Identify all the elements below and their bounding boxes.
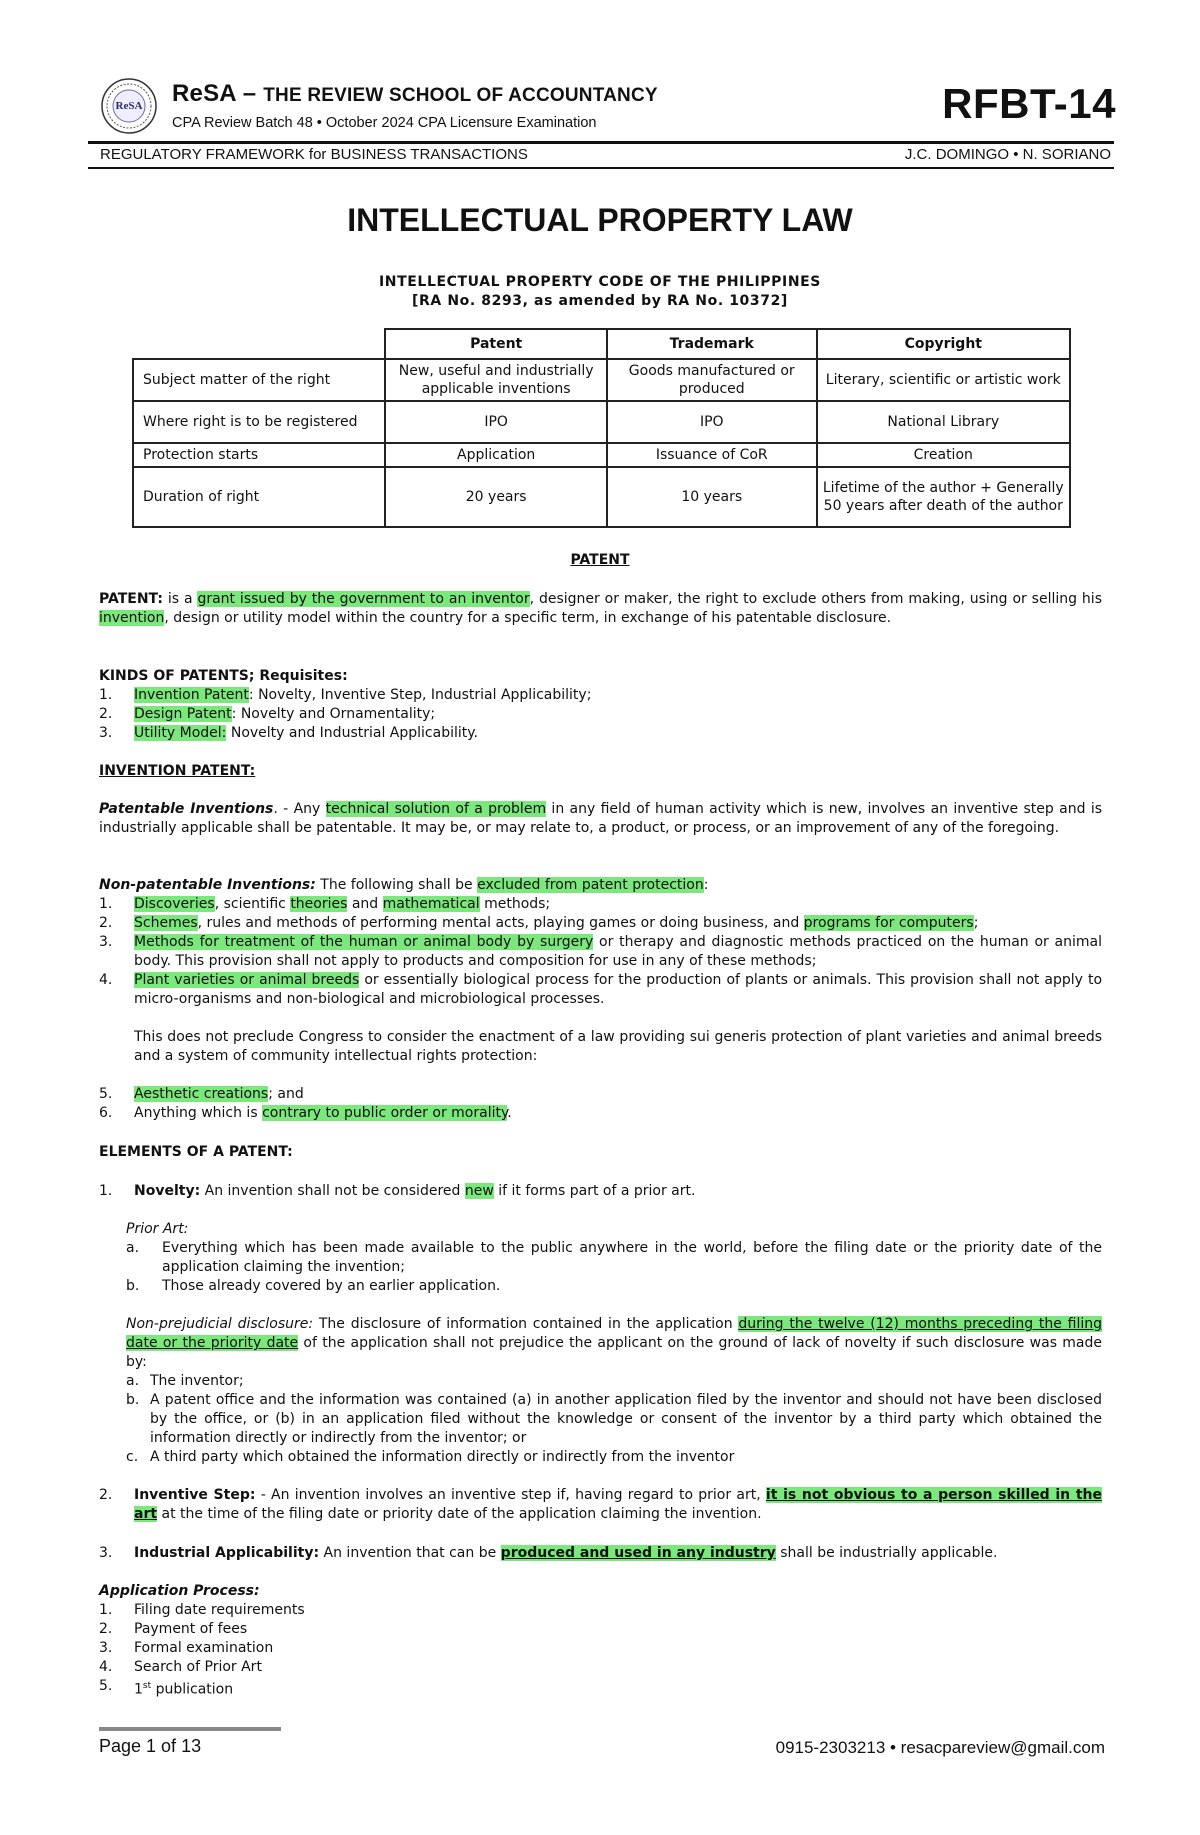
list-item: A third party which obtained the information directly or indirectly from the inventor bbox=[150, 1449, 735, 1465]
org-name: ReSA – THE REVIEW SCHOOL OF ACCOUNTANCY bbox=[172, 80, 658, 107]
authors-line: J.C. DOMINGO • N. SORIANO bbox=[904, 146, 1111, 163]
table-cell: New, useful and industrially applicable inventions bbox=[385, 359, 607, 401]
list-item: Everything which has been made available to the public anywhere in the world, before the filing date or the priority date of the application claiming the invention; bbox=[162, 1240, 1102, 1275]
row-label: Where right is to be registered bbox=[133, 401, 385, 443]
list-item: Search of Prior Art bbox=[134, 1659, 262, 1675]
list-item: Design Patent: Novelty and Ornamentality; bbox=[134, 706, 436, 722]
list-item: Plant varieties or animal breeds or essentially biological process for the production of plants or animals. This provision shall not apply to micro-organisms and non-biological and microbiological processes. bbox=[134, 972, 1103, 1007]
kinds-list: 1. Invention Patent: Novelty, Inventive Step, Industrial Applicability; 2. Design Patent: Novelty and Ornamentality; 3. Utility Model: Novelty and Industrial Applicability. bbox=[0, 686, 1200, 746]
table-row bbox=[133, 467, 1070, 527]
non-patentable-list: 1. Discoveries, scientific theories and mathematical methods; 2. Schemes, rules and methods of performing mental acts, playing games or doing business, and programs for computers; 3. Methods for treatment of the human or animal body by surgery or therapy and diagnostic methods practiced on the human or animal body. This provision shall not apply to products and composition for use in any of these methods; 4. Plant varieties or animal breeds or essentially biological process for the production of plants or animals. This provision shall not apply to micro-organisms and non-biological and microbiological processes. This does not preclude Congress to consider the enactment of a law providing sui generis protection of plant varieties and animal breeds and a system of community intellectual rights protection: 5. Aesthetic creations; and 6. Anything which is contrary to public order or morality. bbox=[99, 896, 1103, 1121]
col-header: Copyright bbox=[817, 329, 1070, 359]
list-item: Discoveries, scientific theories and mathematical methods; bbox=[134, 896, 551, 912]
table-cell: Lifetime of the author + Generally 50 years after death of the author bbox=[817, 467, 1070, 527]
novelty-item: 1. Novelty: An invention shall not be considered new if it forms part of a prior art. bbox=[99, 1183, 696, 1199]
header-rule-bottom bbox=[88, 167, 1114, 169]
table-cell: Literary, scientific or artistic work bbox=[817, 359, 1070, 401]
table-row bbox=[133, 443, 1070, 467]
list-item: Filing date requirements bbox=[134, 1602, 305, 1618]
table-cell: IPO bbox=[607, 401, 817, 443]
industrial-applicability-item: 3. Industrial Applicability: An invention that can be produced and used in any industry shall be industrially applicable. bbox=[99, 1545, 998, 1561]
table-cell: Goods manufactured or produced bbox=[607, 359, 817, 401]
row-label: Protection starts bbox=[133, 443, 385, 467]
row-label: Subject matter of the right bbox=[133, 359, 385, 401]
prior-art-block: Prior Art: a. Everything which has been made available to the public anywhere in the world, before the filing date or the priority date of the application claiming the invention; b. Those already covered by an earlier application. bbox=[126, 1221, 1102, 1294]
col-header: Trademark bbox=[607, 329, 817, 359]
list-item: Utility Model: Novelty and Industrial Applicability. bbox=[134, 725, 478, 741]
elements-heading: ELEMENTS OF A PATENT: bbox=[99, 1144, 293, 1160]
section-heading-patent: PATENT bbox=[570, 552, 630, 568]
svg-text:ReSA: ReSA bbox=[115, 100, 143, 112]
header-rule bbox=[88, 141, 1114, 144]
table-cell: IPO bbox=[385, 401, 607, 443]
list-item: Those already covered by an earlier application. bbox=[162, 1278, 501, 1294]
row-label: Duration of right bbox=[133, 467, 385, 527]
list-item: Formal examination bbox=[134, 1640, 274, 1656]
list-item: Payment of fees bbox=[134, 1621, 248, 1637]
patentable-inventions: Patentable Inventions. - Any technical solution of a problem in any field of human activity which is new, involves an inventive step and is industrially applicable shall be patentable. It may be, or may relate to, a product, or process, or an improvement of any of the foregoing. bbox=[99, 801, 1103, 836]
list-item: Schemes, rules and methods of performing mental acts, playing games or doing business, and programs for computers; bbox=[134, 915, 979, 931]
table-header-row bbox=[133, 329, 1070, 359]
code-title: INTELLECTUAL PROPERTY CODE OF THE PHILIPPINES [RA No. 8293, as amended by RA No. 10372] bbox=[378, 274, 821, 309]
list-item: Aesthetic creations; and bbox=[134, 1086, 304, 1102]
table-cell: 20 years bbox=[385, 467, 607, 527]
module-code: RFBT-14 bbox=[942, 80, 1116, 127]
page-title: INTELLECTUAL PROPERTY LAW bbox=[347, 202, 853, 238]
table-cell: National Library bbox=[817, 401, 1070, 443]
resa-seal-logo bbox=[101, 78, 157, 134]
table-cell: Application bbox=[385, 443, 607, 467]
comparison-table bbox=[132, 328, 1071, 528]
table-row bbox=[133, 359, 1070, 401]
list-item: 1st publication bbox=[134, 1681, 234, 1698]
invention-patent-heading: INVENTION PATENT: bbox=[99, 763, 256, 779]
batch-info: CPA Review Batch 48 • October 2024 CPA Licensure Examination bbox=[172, 115, 597, 131]
non-prejudicial-block: Non-prejudicial disclosure: The disclosure of information contained in the application during the twelve (12) months preceding the filing date or the priority date of the application shall not prejudice the applicant on the ground of lack of novelty if such disclosure was made by: a. The inventor; b. A patent office and the information was contained (a) in another application filed by the inventor and should not have been disclosed by the office, or (b) in an application filed without the knowledge or consent of the inventor by a third party which obtained the information directly or indirectly from the inventor; or c. A third party which obtained the information directly or indirectly from the inventor bbox=[126, 1316, 1102, 1465]
list-item: A patent office and the information was contained (a) in another application filed by the inventor and should not have been disclosed by the office, or (b) in an application filed without the knowledge or consent of the inventor by a third party which obtained the information directly or indirectly from the inventor; or bbox=[150, 1392, 1102, 1446]
kinds-heading: KINDS OF PATENTS; Requisites: bbox=[99, 668, 348, 684]
table-cell: Issuance of CoR bbox=[607, 443, 817, 467]
contact-info: 0915-2303213 • resacpareview@gmail.com bbox=[775, 1738, 1105, 1757]
list-item: The inventor; bbox=[150, 1373, 244, 1389]
table-cell: 10 years bbox=[607, 467, 817, 527]
sui-generis-note: This does not preclude Congress to consider the enactment of a law providing sui generis protection of plant varieties and animal breeds and a system of community intellectual rights protection: bbox=[134, 1029, 1102, 1064]
non-patentable-intro: Non-patentable Inventions: The following shall be excluded from patent protection: bbox=[99, 877, 709, 893]
subject-line: REGULATORY FRAMEWORK for BUSINESS TRANSACTIONS bbox=[100, 146, 528, 163]
list-item: Invention Patent: Novelty, Inventive Step, Industrial Applicability; bbox=[134, 687, 592, 703]
table-row bbox=[133, 401, 1070, 443]
list-item: Methods for treatment of the human or animal body by surgery or therapy and diagnostic methods practiced on the human or animal body. This provision shall not apply to products and composition for use in any of these methods; bbox=[134, 934, 1103, 969]
patent-definition: PATENT: is a grant issued by the government to an inventor, designer or maker, the right to exclude others from making, using or selling his invention, design or utility model within the country for a specific term, in exchange of his patentable disclosure. bbox=[99, 591, 1102, 626]
table-cell: Creation bbox=[817, 443, 1070, 467]
col-header: Patent bbox=[385, 329, 607, 359]
application-process-list: 1. Filing date requirements 2. Payment of fees 3. Formal examination 4. Search of Prior Art 5. 1st publication bbox=[0, 1601, 1200, 1701]
application-process-heading: Application Process: bbox=[99, 1583, 260, 1599]
page-number: Page 1 of 13 bbox=[99, 1736, 202, 1756]
list-item: Anything which is contrary to public order or morality. bbox=[134, 1105, 512, 1121]
footer-rule bbox=[99, 1727, 281, 1731]
inventive-step-item: 2. Inventive Step: - An invention involves an inventive step if, having regard to prior art, it is not obvious to a person skilled in the art at the time of the filing date or priority date of the application claiming the invention. bbox=[99, 1487, 1102, 1522]
